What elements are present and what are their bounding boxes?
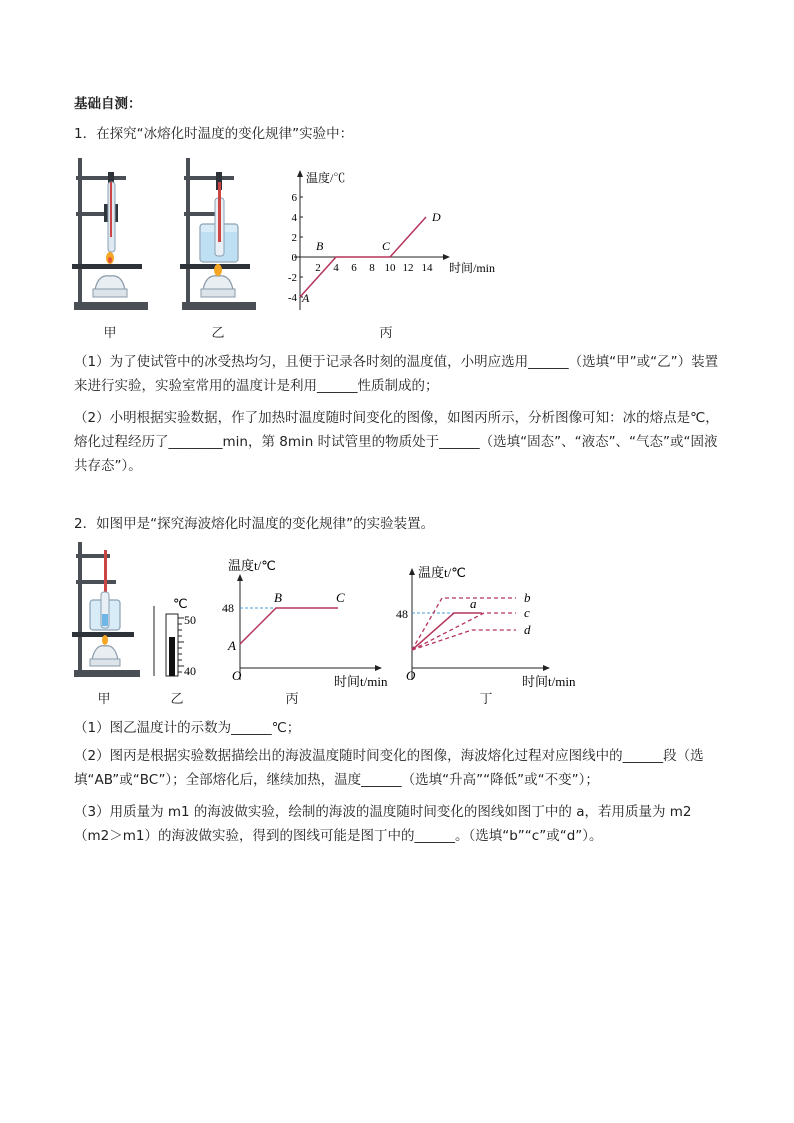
q1-xtick: 2 <box>315 262 321 274</box>
apparatus-yi <box>176 152 266 314</box>
q2-caption-jia: 甲 <box>97 692 111 707</box>
q1-xtick: 14 <box>421 262 433 274</box>
q1-stem: 1．在探究“冰熔化时温度的变化规律”实验中： <box>74 126 354 142</box>
q1-graph-ylabel: 温度/℃ <box>306 171 346 185</box>
q2-apparatus-jia <box>68 540 148 680</box>
q2-ding-yvalue: 48 <box>396 607 408 621</box>
q1-point-label: D <box>432 210 441 224</box>
q2-part1: （1）图乙温度计的示数为______℃； <box>74 720 301 736</box>
q1-ytick: 2 <box>291 232 297 244</box>
q2-graph-bing <box>218 556 398 688</box>
q1-xtick: 4 <box>333 262 339 274</box>
q1-graph-bing <box>284 168 504 318</box>
section-title: 基础自测： <box>74 96 142 112</box>
q2-caption-yi: 乙 <box>170 692 184 707</box>
q2-part2: （2）图丙是根据实验数据描绘出的海波温度随时间变化的图像，海波熔化过程对应图线中的______段（选填“AB”或“BC”）；全部熔化后，继续加热，温度______（选填“升高”“降低”或“不变”）； <box>74 748 704 788</box>
q2-ding-xlabel: 时间t/min <box>522 674 576 688</box>
q1-ytick: -2 <box>287 272 297 284</box>
q2-part3: （3）用质量为 m1 的海波做实验，绘制的海波的温度随时间变化的图线如图丁中的 a，若用质量为 m2（m2＞m1）的海波做实验，得到的图线可能是图丁中的______。（选填“b”“c”或“d”）。 <box>74 804 692 844</box>
q1-part2: （2）小明根据实验数据，作了加热时温度随时间变化的图像，如图丙所示，分析图像可知：冰的熔点是℃，熔化过程经历了________min，第 8min 时试管里的物质处于______（选填“固态”、“液态”、“气态”或“固液共存态”）。 <box>74 410 719 474</box>
q1-caption-jia: 甲 <box>103 326 117 341</box>
q2-thermometer-unit: ℃ <box>173 596 188 611</box>
q1-xtick: 12 <box>402 262 414 274</box>
q1-ytick: -4 <box>287 292 297 304</box>
q1-caption-yi: 乙 <box>211 326 225 341</box>
apparatus-jia <box>68 152 158 314</box>
q1-ytick: 4 <box>291 212 297 224</box>
q2-caption-bing: 丙 <box>285 692 299 707</box>
q2-bing-point: C <box>336 590 345 605</box>
q2-thermometer <box>146 592 206 682</box>
q1-part1: （1）为了使试管中的冰受热均匀，且便于记录各时刻的温度值，小明应选用______（选填“甲”或“乙”）装置来进行实验，实验室常用的温度计是利用______性质制成的； <box>74 354 719 394</box>
q1-ytick: 6 <box>291 192 297 204</box>
q2-ding-line-label: b <box>524 590 531 605</box>
q2-bing-point: A <box>228 638 236 653</box>
q1-graph-xlabel: 时间/min <box>449 261 496 275</box>
q2-ding-line-label: d <box>524 622 531 637</box>
q2-ding-origin: O <box>406 668 416 683</box>
q1-xtick: 8 <box>369 262 375 274</box>
q1-point-label: A <box>302 291 310 305</box>
q1-point-label: B <box>316 239 324 253</box>
q2-bing-xlabel: 时间t/min <box>334 674 388 688</box>
q2-ding-line-label: a <box>470 596 477 611</box>
q1-xtick: 10 <box>384 262 396 274</box>
q2-ding-line-label: c <box>524 605 530 620</box>
q2-thermometer-top: 50 <box>184 613 196 627</box>
q2-ding-line-d <box>412 630 516 650</box>
q1-point-label: C <box>382 239 391 253</box>
q1-ytick: 0 <box>291 252 297 264</box>
q1-caption-bing: 丙 <box>379 326 393 341</box>
q2-thermometer-bottom: 40 <box>184 664 196 678</box>
q2-stem: 2．如图甲是“探究海波熔化时温度的变化规律”的实验装置。 <box>74 516 435 532</box>
q1-xtick: 6 <box>351 262 357 274</box>
q2-bing-yvalue: 48 <box>222 601 234 615</box>
q2-ding-ylabel: 温度t/℃ <box>418 565 466 580</box>
q2-graph-ding <box>396 556 592 688</box>
q2-bing-ylabel: 温度t/℃ <box>228 558 276 573</box>
q2-bing-origin: O <box>232 668 242 683</box>
q2-caption-ding: 丁 <box>479 692 493 707</box>
q2-thermometer-mercury <box>169 637 175 676</box>
q2-bing-curve <box>240 608 338 644</box>
q2-bing-point: B <box>274 590 282 605</box>
